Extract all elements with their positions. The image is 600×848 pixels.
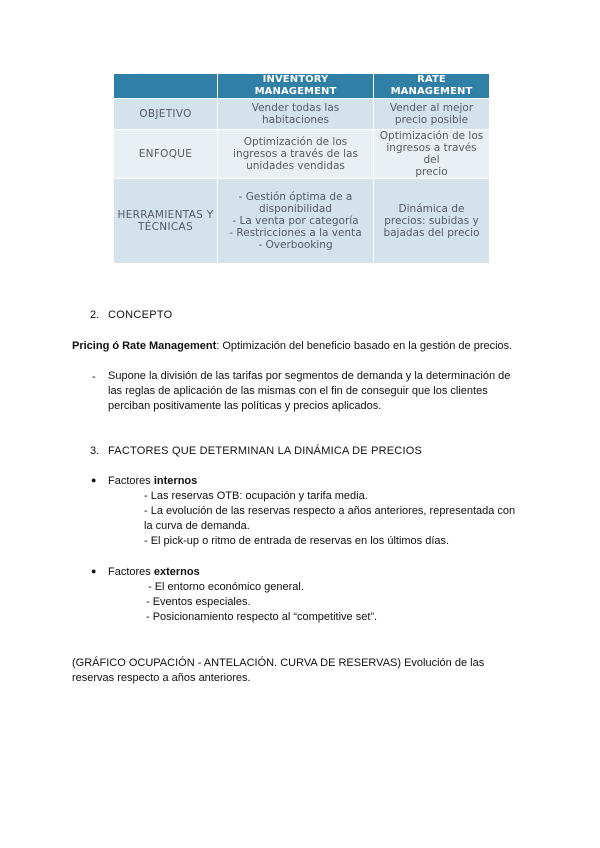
row-label-enfoque: ENFOQUE [114, 130, 218, 179]
section-3-number: 3. [90, 445, 100, 457]
row-label-herramientas: HERRAMIENTAS Y TÉCNICAS [114, 179, 218, 264]
table-row-enfoque [114, 130, 490, 179]
comparison-table [113, 73, 490, 264]
table-header-blank [114, 74, 218, 99]
list-item: - El entorno económico general. [148, 581, 304, 593]
cell-rate-herramientas: Dinámica de precios: subidas y bajadas del precio [374, 179, 490, 264]
definition-text: : Optimización del beneficio basado en la gestión de precios. [216, 340, 513, 352]
internal-factors-list [144, 489, 534, 549]
chart-reference-note: (GRÁFICO OCUPACIÓN - ANTELACIÓN. CURVA DE RESERVAS) Evolución de las reservas respecto a años anteriores. [72, 657, 485, 684]
section-2-title: CONCEPTO [108, 309, 173, 321]
table-header-rate: RATE MANAGEMENT [374, 74, 490, 99]
list-item: - El pick-up o ritmo de entrada de reservas en los últimos días. [144, 535, 450, 547]
section-2-number: 2. [90, 309, 100, 321]
cell-inventory-herramientas: - Gestión óptima de a disponibilidad - La venta por categoría - Restricciones a la venta - Overbooking [218, 179, 374, 264]
internal-factors-heading: Factores internos [108, 475, 198, 487]
table-row-herramientas [114, 179, 490, 264]
cell-inventory-objetivo: Vender todas las habitaciones [218, 99, 374, 130]
definition-line [72, 339, 512, 354]
list-item: la curva de demanda. [144, 520, 250, 532]
list-item: - La evolución de las reservas respecto a años anteriores, representada con [144, 505, 516, 517]
table-header-inventory: INVENTORY MANAGEMENT [218, 74, 374, 99]
cell-rate-objetivo: Vender al mejor precio posible [374, 99, 490, 130]
bullet-external: ● [91, 566, 97, 576]
bullet-internal: ● [91, 475, 97, 485]
concept-paragraph: Supone la división de las tarifas por segmentos de demanda y la determinación de las reglas de aplicación de las mismas con el fin de conseguir que los clientes perciban positivamente las políticas y precios aplicados. [108, 370, 511, 412]
row-label-objetivo: OBJETIVO [114, 99, 218, 130]
table-row-objetivo [114, 99, 490, 130]
cell-inventory-enfoque: Optimización de los ingresos a través de las unidades vendidas [218, 130, 374, 179]
list-item: - Las reservas OTB: ocupación y tarifa media. [144, 490, 368, 502]
external-factors-heading: Factores externos [108, 566, 200, 578]
list-item: - Posicionamiento respecto al “competitive set”. [146, 611, 378, 623]
cell-rate-enfoque: Optimización de los ingresos a través del precio [374, 130, 490, 179]
external-factors-list [146, 580, 536, 625]
paragraph-dash: - [92, 371, 96, 383]
list-item: - Eventos especiales. [146, 596, 251, 608]
section-3-title: FACTORES QUE DETERMINAN LA DINÁMICA DE PRECIOS [108, 445, 422, 457]
table-header-row [114, 74, 490, 99]
definition-term: Pricing ó Rate Management [72, 340, 217, 352]
